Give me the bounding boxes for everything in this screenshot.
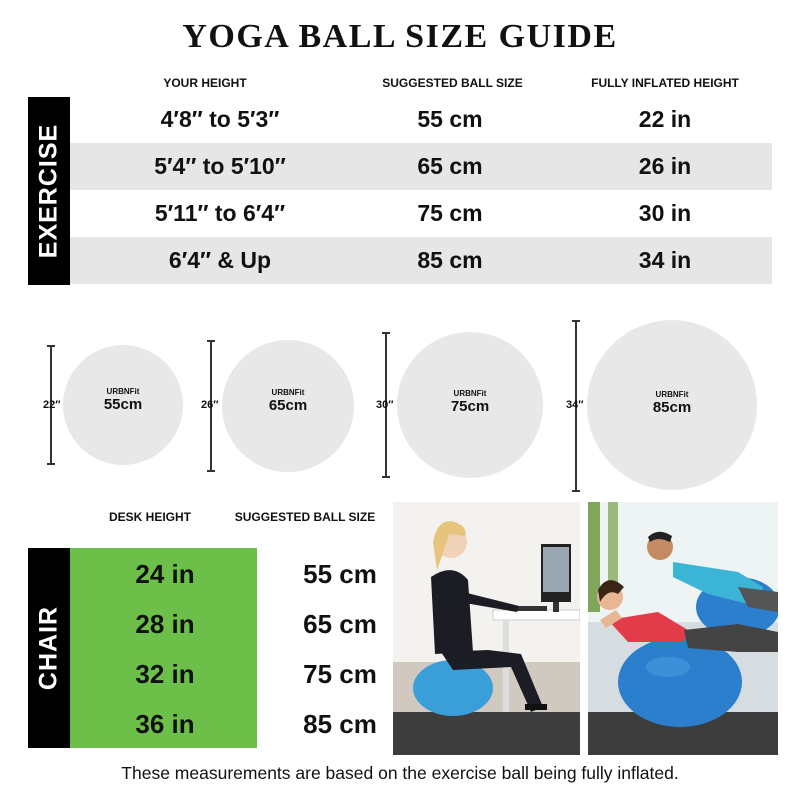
header-suggested-ball-size: SUGGESTED BALL SIZE [382, 76, 523, 90]
ball-height-label: 26″ [201, 399, 219, 411]
ball-size-cell: 75 cm [417, 200, 483, 226]
ruler-tick [207, 340, 215, 342]
chair-ball-size-cell: 65 cm [303, 609, 377, 639]
desk-height-cell: 24 in [135, 559, 195, 589]
height-cell: 5′11″ to 6′4″ [154, 200, 286, 226]
ruler-tick [572, 320, 580, 322]
ball-size-cell: 55 cm [417, 106, 483, 132]
ruler-tick [382, 332, 390, 334]
ball-size-label: 65cm [268, 397, 308, 414]
exercise-row [70, 143, 772, 190]
inflated-height-cell: 26 in [638, 153, 692, 179]
desk-ball-photo [393, 502, 580, 755]
height-cell: 4′8″ to 5′3″ [160, 106, 280, 132]
ruler-tick [47, 345, 55, 347]
ball-size-cell: 65 cm [417, 153, 483, 179]
ball-height-label: 34″ [566, 399, 584, 411]
ball-size-cell: 85 cm [417, 247, 483, 273]
footer-note: These measurements are based on the exercise ball being fully inflated. [121, 763, 679, 783]
desk-height-cell: 36 in [135, 709, 195, 739]
ruler-tick [382, 476, 390, 478]
exercise-row [70, 96, 772, 143]
brand-logo: URBNFit [106, 387, 140, 396]
ball-75cm [397, 332, 543, 478]
ball-65cm [222, 340, 354, 472]
brand-logo: URBNFit [271, 388, 305, 397]
brand-logo: URBNFit [655, 390, 689, 399]
inflated-height-cell: 30 in [638, 200, 692, 226]
ruler-tick [47, 463, 55, 465]
ruler-tick [572, 490, 580, 492]
exercise-row [70, 237, 772, 284]
ball-85cm [587, 320, 757, 490]
ball-height-label: 22″ [43, 399, 61, 411]
header-desk-height: DESK HEIGHT [108, 510, 191, 524]
exercise-ball-photo [588, 502, 778, 755]
header-fully-inflated-height: FULLY INFLATED HEIGHT [591, 76, 739, 90]
height-cell: 5′4″ to 5′10″ [154, 153, 286, 179]
chair-ball-size-cell: 75 cm [303, 659, 377, 689]
ball-height-label: 30″ [376, 399, 394, 411]
inflated-height-cell: 22 in [638, 106, 692, 132]
ball-size-label: 85cm [652, 399, 692, 416]
page-title: YOGA BALL SIZE GUIDE [182, 18, 618, 55]
desk-height-cell: 28 in [135, 609, 195, 639]
height-cell: 6′4″ & Up [168, 247, 272, 273]
inflated-height-cell: 34 in [638, 247, 692, 273]
chair-ball-size-cell: 55 cm [303, 559, 377, 589]
ball-size-label: 75cm [450, 398, 490, 415]
ball-55cm [63, 345, 183, 465]
exercise-row [70, 190, 772, 237]
ruler-tick [207, 470, 215, 472]
exercise-side-label: EXERCISE [28, 97, 70, 285]
ball-size-label: 55cm [103, 396, 143, 413]
brand-logo: URBNFit [453, 389, 487, 398]
header-your-height: YOUR HEIGHT [163, 76, 247, 90]
chair-ball-size-cell: 85 cm [303, 709, 377, 739]
header-chair-suggested-ball-size: SUGGESTED BALL SIZE [234, 510, 376, 524]
chair-side-label: CHAIR [28, 548, 70, 748]
desk-height-cell: 32 in [135, 659, 195, 689]
